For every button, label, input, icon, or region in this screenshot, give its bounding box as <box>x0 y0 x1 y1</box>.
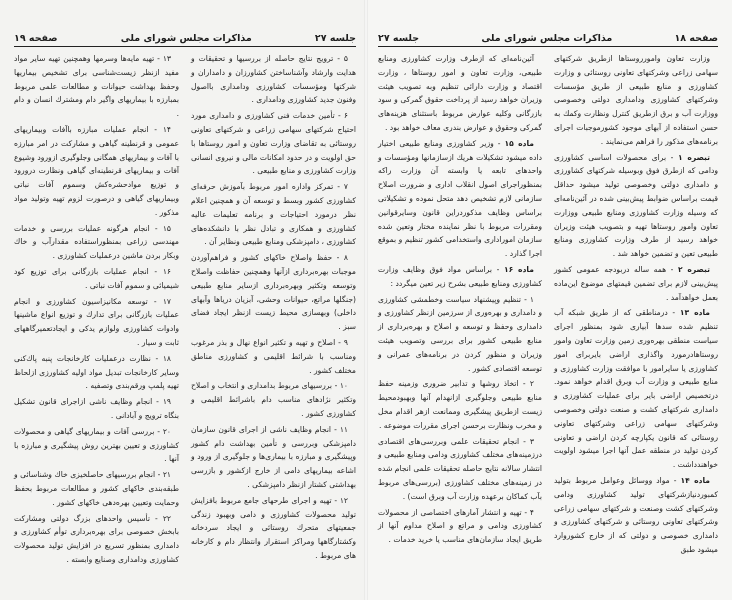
list-item: ۲۱ - انجام بررسیهای حاصلخیزی خاك وشناسائی و طبقه‌بندی خاکهای کشور و مطالعات مربوط بحفظ وحمایت وتعیین بهره‌دهی خاکهای کشور . <box>14 470 179 507</box>
page-number: صفحه ۱۸ <box>674 33 718 44</box>
page-gutter <box>364 0 368 600</box>
paragraph: وزارت تعاون وامورروستاها ازطریق شرکتهای سهامی زراعی وشرکتهای تعاونی روستائی و وزارت کشاورزی و منابع طبیعی از طریق مؤسسات وشرکتهای کشاورزی ودامداری دولتی وخصوصی ووزارت آب و برق ازطریق کنترل ونظارت وکمك به حسن استفاده از آبهای موجود کشورموجبات اجرای برنامه‌های مذکور را فراهم می‌نمایند . <box>554 54 718 146</box>
page-header <box>378 30 718 47</box>
list-item: ۳ - انجام تحقیقات علمی وبررسی‌های اقتصادی درزمینه‌های مختلف کشاورزی ودامی ومنابع طبیعی و انتشار سالانه نتایج حاصله تحقیقات علمی انجام شده در زمینه‌های مختلف کشاورزی (بررسی‌های مربوط بآب کماکان برعهده وزارت آب وبرق است) . <box>378 436 542 501</box>
article-13: ماده ۱۳ - درمناطقی که از طریق شبکه آب تنظیم شده سدها آبیاری شود بمنظور اجرای سیاست منطقی بهره‌وری زمین وزارت تعاون وامور روستاهادرمورد واگذاری اراضی بایربرای امور کشاورزی یا سایرامور با موافقت وزارت کشاورزی و منابع طبیعی و وزارت آب وبرق اقدام خواهد نمود. درتخصیص اراضی بایر برای عملیات کشاورزی و دامداری شرکتهای کشت و صنعت دولتی وخصوصی وشرکتهای سهامی زراعی وشرکتهای تعاونی روستائی که قانون یکپارچه کردن اراضی و تعاونی کردن تولید در منطقه عمل آنها اجرا میشود اولویت خواهندداشت . <box>554 308 718 470</box>
list-item: ۱ - تنظیم وپیشنهاد سیاست وخطمشی کشاورزی و دامداری و بهره‌وری از سرزمین ازنظر کشاورزی و دامداری وحفظ و توسعه و اصلاح و بهره‌برداری از منابع طبیعی کشور برای بررسی وتصویب هیئت وزیران و منظور کردن در برنامه‌های عمرانی و توسعه اقتصادی کشور . <box>378 294 542 373</box>
article-14: ماده ۱۴ - مواد ووسائل وعوامل مربوط بتولید کمبوردنیازشرکتهای تولید کشاورزی ودامی وشرکتهای کشت وصنعت و شرکتهای سهامی زراعی وشرکتهای تعاونی روستائی و شرکتهای کشاورزی و دامداری خصوصی و دولتی که از خارج کشوروارد میشود طبق <box>554 475 718 554</box>
publication-title: مذاکرات مجلس شورای ملی <box>120 33 252 44</box>
list-item: ۲۲ - تأسیس واحدهای بزرگ دولتی ومشارکت بابخش خصوصی برای بهره‌برداری توأم کشاورزی و دامداری بمنظور تسریع در افزایش تولید محصولات کشاورزی ودامداری وصنایع وابسته . <box>14 513 179 564</box>
list-item: ۱۱ - انجام وظایف ناشی از اجرای قانون سازمان دامپزشکی وبررسی و تأمین بهداشت دام کشور وپیشگیری و مبارزه با بیماری‌ها و جلوگیری از ورود و اشاعه بیماریهای دامی از خارج ازکشور و بازرسی بهداشتی کشتار ازنظر دامپزشکی . <box>191 424 356 489</box>
list-item: ۱۶ - انجام عملیات بازرگانی برای توزیع کود شیمیائی و سموم آفات نباتی . <box>14 266 179 290</box>
list-item: ۱۵ - انجام هرگونه عملیات بررسی و خدمات مهندسی زراعی بمنظوراستفاده مقدارآب و خاك وبکار بردن ماشین درعملیات کشاورزی . <box>14 223 179 261</box>
list-item: ۱۳ - تهیه مایه‌ها وسرمها وهمچنین تهیه سایر مواد مفید ازنظر زیست‌شناسی برای تشخیص بیماریها وحفظ بهداشت حیوانات و مطالعات علمی مربوط بمبارزه با بیماریهای واگیر دام ومشترك انسان و دام . <box>14 54 179 119</box>
list-item: ۱۰ - بررسیهای مربوط بدامداری و انتخاب و اصلاح وتکثیر نژادهای مناسب دام باشرائط اقلیمی و کشاورزی کشور . <box>191 381 356 418</box>
text-columns <box>14 52 356 569</box>
note-1: تبصره ۱ - برای محصولات اساسی کشاورزی ودامی که ازطرق فوق وبوسیله شرکتهای کشاورزی و دامداری دولتی وخصوصی تولید میشود حداقل قیمت براساس ضوابط پیش‌بینی شده در آئین‌نامه‌ای که وسیله وزارت کشاورزی ومنابع طبیعی ووزارت تعاون وامور روستاها تهیه و بتصویب هیئت وزیران خواهد رسید از طرف وزارت کشاورزی ومنابع طبیعی تعین و تضمین خواهد شد . <box>554 152 718 259</box>
list-item: ۸ - حفظ واصلاح خاکهای کشور و فراهم‌آوردن موجبات بهره‌برداری ازآنها وهمچنین حفاظت واصلاح وتوسعه وتکثیر وبهره‌برداری ازسایر منابع طبیعی (جنگلها مراتع، حیوانات وحشی، آبزیان دریاها وآبهای داخلی) وبهسازی محیط زیست ازنظر ایجاد فضای سبز . <box>191 253 356 332</box>
column-right <box>191 52 356 569</box>
column-left <box>14 52 179 569</box>
list-item: ۲۰ - بررسی آفات و بیماریهای گیاهی و محصولات کشاورزی و تعیین بهترین روش پیشگیری و مبارزه با آنها . <box>14 426 179 464</box>
page-header <box>14 30 356 47</box>
list-item: ۱۸ - نظارت درعملیات کارخانجات پنبه پاك‌کنی وسایر کارخانجات تبدیل مواد اولیه کشاورزی ازلحاظ تهیه پلمپ ورقم‌بندی وتصفیه . <box>14 353 179 391</box>
list-item: ۱۴ - انجام عملیات مبارزه باآفات وبیماریهای عمومی و قرنطینه گیاهی و مشارکت در امر مبارزه با آفات و بیماریهای همگانی وجلوگیری ازورود وشیوع آفات و بیماریهای قرنطینه‌ای گیاهی ونظارت درورود و توزیع موادحشره‌کش وسموم آفات نباتی وبیماریهای گیاهی و درصورت لزوم تهیه وتولید مواد مذکور . <box>14 124 179 217</box>
article-16: ماده ۱۶ - براساس مواد فوق وظایف وزارت کشاورزی ومنابع طبیعی بشرح زیر تعین میگردد : <box>378 264 542 288</box>
list-item: ۷ - تمرکز واداره امور مربوط بآموزش حرفه‌ای کشاورزی کشور وبسط و توسعه آن و همچنین اعلام نظر درمورد احتیاجات و برنامه تعلیمات عالیه کشاورزی و همکاری و تبادل نظر با دانشکده‌های کشاورزی ، دامپزشکی ومنابع طبیعی ونظایر آن . <box>191 182 356 247</box>
session-number: جلسه ۲۷ <box>314 33 356 44</box>
list-item: ۶ - تأمین خدمات فنی کشاورزی و دامداری مورد احتیاج شرکتهای سهامی زراعی و شرکتهای تعاونی روستائی به تقاضای وزارت تعاون و امور روستاها با حق اولویت و در حدود امکانات مالی و نیروی انسانی وزارت کشاورزی و منابع طبیعی . <box>191 111 356 176</box>
paragraph: آئین‌نامه‌ای که ازطرف وزارت کشاورزی ومنابع طبیعی، وزارت تعاون و امور روستاها ، وزارت اقتصاد و وزارت دارائی تنظیم وبه تصویب هیئت وزیران خواهد رسید از پرداخت حقوق گمرکی و سود بازرگانی وکلیه عوارض مربوط باستثنای هزینه‌های گمرکی وحقوق و عوارض بندری معاف خواهد بود . <box>378 54 542 132</box>
publication-title: مذاکرات مجلس شورای ملی <box>481 33 613 44</box>
list-item: ۱۲ - تهیه و اجرای طرحهای جامع مربوط بافزایش تولید محصولات کشاورزی و دامی وبهبود زندگی جمعیتهای متحرك روستائی و ایجاد سردخانه وکشتارگاهها ومراکز استقرار وانتظار دام و کارخانه های مربوط . <box>191 495 356 560</box>
column-right <box>554 52 718 559</box>
list-item: ۱۷ - توسعه مکانیزاسیون کشاورزی و انجام عملیات بازرگانی برای تدارك و توزیع انواع ماشینها وادوات کشاورزی ولوازم یدکی و ایجادتعمیرگاههای ثابت و سیار . <box>14 296 179 347</box>
list-item: ۲ - اتخاذ روشها و تدابیر ضروری وزمینه حفظ منابع طبیعی وجلوگیری ازانهدام آنها وبهبودمحیط زیست ازطریق پیشگیری وممانعت ازهر اقدام مخل و مخرب ونظارت برحسن اجرای مقررات موضوعه . <box>378 379 542 430</box>
list-item: ۴ - تهیه و انتشار آمارهای اختصاصی از محصولات کشاورزی ودامی و مراتع و اصلاح مداوم آنها از طریق ایجاد سازمان‌های مناسب یا خرید خدمات . <box>378 507 542 545</box>
text-columns <box>378 52 718 559</box>
session-number: جلسه ۲۷ <box>378 33 420 44</box>
note-2: تبصره ۲ - همه ساله دربودجه عمومی کشور پیش‌بینی لازم برای تضمین قیمتهای موضوع این‌ماده بعمل خواهدآمد . <box>554 264 718 302</box>
column-left <box>378 52 542 559</box>
list-item: ۱۹ - انجام وظایف ناشی ازاجرای قانون تشکیل بنگاه ترویج و آبادانی . <box>14 397 179 420</box>
list-item: ۹ - اصلاح و تهیه و تکثیر انواع نهال و بذر مرغوب ومناسب با شرائط اقلیمی و کشاورزی مناطق مختلف کشور . <box>191 337 356 375</box>
page-18 <box>366 0 732 600</box>
list-item: ۵ - ترویج نتایج حاصله از بررسیها و تحقیقات و هدایت وارشاد وآشناساختن کشاورزان و دامداران و شرکتها ومؤسسات کشاورزی ودامداری بااصول وفنون جدید کشاورزی ودامداری . <box>191 54 356 105</box>
article-15: ماده ۱۵ - وزیر کشاورزی ومنابع طبیعی اختیار داده میشود تشکیلات هریك ازسازمانها ومؤسسات و واحدهای تابعه یا وابسته آن وزارت راکه بمنظوراجرای اصول انقلاب اداری و ضرورت اصلاح سازمانی لازم تشخیص دهد متحل نموده و تشکیلاتی براساس وظایف مذکوردراین قانون وسایرقوانین ومقررات مربوط با نظر نماینده مختار وتعین شده سازمان اموراداری واستخدامی کشور تنظیم و بموقع اجرا گذارد . <box>378 138 542 259</box>
page-number: صفحه ۱۹ <box>14 33 58 44</box>
